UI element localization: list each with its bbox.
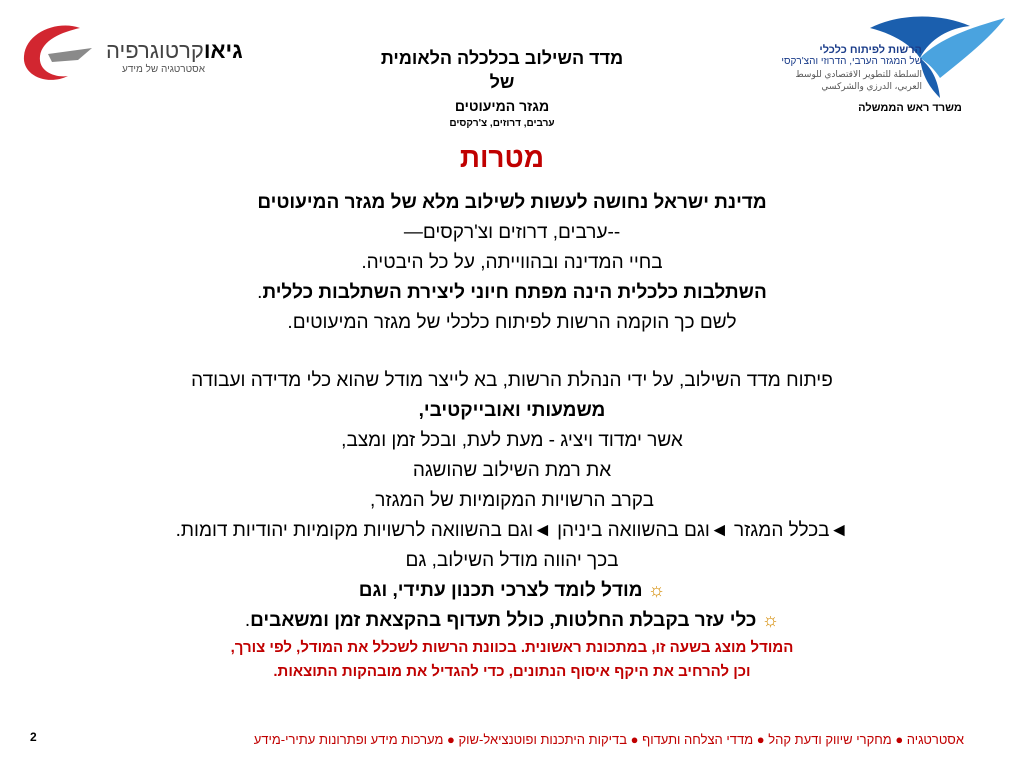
body-line-text: מודל לומד לצרכי תכנון עתידי, וגם <box>358 580 648 601</box>
body-line-text: כלי עזר בקבלת החלטות, כולל תעדוף בהקצאת זמן ומשאבים <box>250 610 762 631</box>
body-line <box>40 278 984 308</box>
geo-cartography-logo <box>18 18 243 88</box>
geo-brand-name <box>106 38 243 64</box>
authority-line2: של המגזר הערבי, הדרוזי והצ'רקסי <box>781 56 922 67</box>
authority-line3: السلطة للتطوير الاقتصادي للوسط <box>795 69 922 79</box>
sun-icon: ☼ <box>647 580 666 601</box>
page-number: 2 <box>30 730 37 744</box>
body-line-end: . <box>257 282 263 303</box>
pm-office-label: משרד ראש הממשלה <box>858 102 962 114</box>
body-line: את רמת השילוב שהושגה <box>412 460 612 481</box>
body-line: משמעותי ואובייקטיבי, <box>418 400 606 421</box>
body-line: בקרב הרשויות המקומיות של המגזר, <box>370 490 654 511</box>
note-line: וכן להרחיב את היקף איסוף הנתונים, כדי להגדיל את מובהקות התוצאות. <box>273 663 751 680</box>
authority-line1: הרשות לפיתוח כלכלי <box>819 44 922 56</box>
title-line3: מגזר המיעוטים <box>454 98 550 114</box>
body-line-end: . <box>244 610 251 631</box>
authority-text <box>762 44 922 92</box>
section-heading: מטרות <box>459 142 545 173</box>
body-line: פיתוח מדד השילוב, על ידי הנהלת הרשות, בא לייצר מודל שהוא כלי מדידה ועבודה <box>191 370 833 391</box>
body-line: --ערבים, דרוזים וצ'רקסים— <box>403 222 621 243</box>
geo-brand-part2: קרטוגרפיה <box>106 38 204 63</box>
geo-swoosh-icon <box>18 18 98 88</box>
body-line <box>40 576 984 606</box>
title-line1: מדד השילוב בכלכלה הלאומית <box>380 48 624 68</box>
spacer <box>40 338 984 366</box>
sun-icon: ☼ <box>761 610 780 631</box>
body-line: אשר ימדוד ויציג - מעת לעת, ובכל זמן ומצב, <box>341 430 683 451</box>
body-line-bold: השתלבות כלכלית הינה מפתח חיוני ליצירת השתלבות כללית <box>262 282 767 303</box>
body-line: בחיי המדינה ובהווייתה, על כל היבטיה. <box>361 252 663 273</box>
body-line: מדינת ישראל נחושה לעשות לשילוב מלא של מגזר המיעוטים <box>257 192 767 213</box>
body-line: בכך יהווה מודל השילוב, גם <box>405 550 619 571</box>
geo-tagline: אסטרטגיה של מידע <box>122 64 205 75</box>
body-line <box>40 606 984 636</box>
authority-line4: العربي، الدرزي والشركسي <box>821 81 922 91</box>
note-line: המודל מוצג בשעה זו, במתכונת ראשונית. בכוונת הרשות לשכלל את המודל, לפי צורך, <box>230 639 794 656</box>
body-line: ◄בכלל המגזר ◄וגם בהשוואה ביניהן ◄וגם בהשוואה לרשויות מקומיות יהודיות דומות. <box>175 520 849 541</box>
footer-services: אסטרטגיה ● מחקרי שיווק ודעת קהל ● מדדי הצלחה ותעדוף ● בדיקות היתכנות ופוטנציאל-שוק ● מערכות מידע ופתרונות עתירי-מידע <box>253 732 964 747</box>
title-line4: ערבים, דרוזים, צ'רקסים <box>449 118 555 129</box>
body-line: לשם כך הוקמה הרשות לפיתוח כלכלי של מגזר המיעוטים. <box>287 312 737 333</box>
title-line2: של <box>489 72 515 92</box>
body-text <box>40 188 984 684</box>
geo-brand-part1: גיאו <box>203 38 243 63</box>
